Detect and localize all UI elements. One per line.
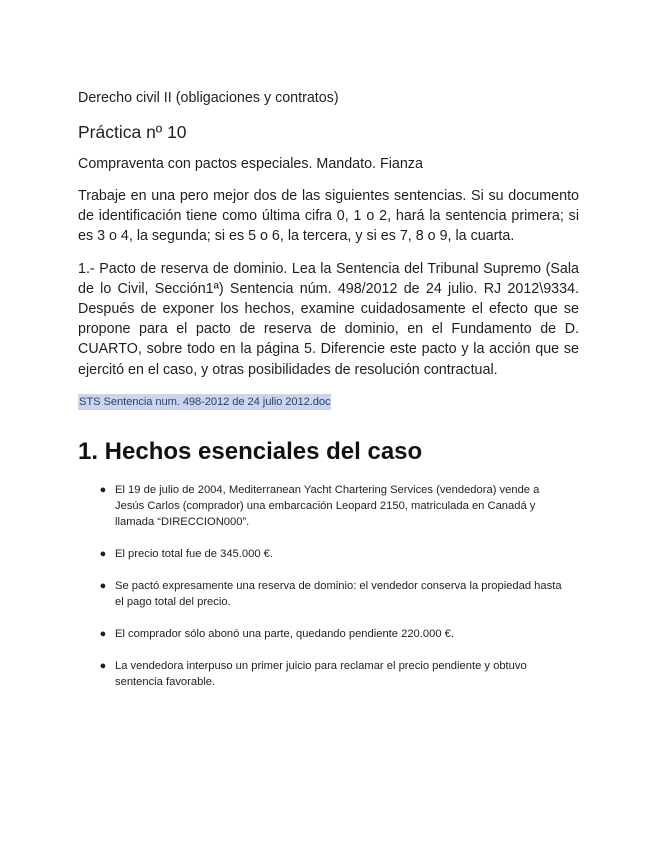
list-item	[99, 482, 562, 530]
bullet-icon: ●	[99, 483, 107, 496]
list-item	[99, 658, 562, 690]
fact-text: El precio total fue de 345.000 €.	[115, 547, 273, 560]
instructions-paragraph: Trabaje en una pero mejor dos de las siguientes sentencias. Si su documento de identificación tiene como última cifra 0, 1 o 2, hará la sentencia primera; si es 3 o 4, la segunda; si es 5 o 6, la tercera, y si es 7, 8 o 9, la cuarta.	[78, 188, 579, 245]
fact-text: La vendedora interpuso un primer juicio para reclamar el precio pendiente y obtuvo sentencia favorable.	[115, 659, 527, 688]
bullet-icon: ●	[99, 579, 107, 592]
section-heading: 1. Hechos esenciales del caso	[78, 437, 423, 465]
facts-list	[78, 482, 579, 690]
attachment-link-row	[78, 392, 579, 410]
exercise-paragraph: 1.- Pacto de reserva de dominio. Lea la Sentencia del Tribunal Supremo (Sala de lo Civil, Sección1ª) Sentencia núm. 498/2012 de 24 julio. RJ 2012\9334. Después de exponer los hechos, examine cuidadosamente el efecto que se propone para el pacto de reserva de dominio, en el Fundamento de D. CUARTO, sobre todo en la página 5. Diferencie este pacto y la acción que se ejercitó en el caso, y otras posibilidades de resolución contractual.	[78, 260, 579, 378]
fact-text: Se pactó expresamente una reserva de dominio: el vendedor conserva la propiedad hasta el pago total del precio.	[115, 579, 562, 608]
fact-text: El 19 de julio de 2004, Mediterranean Yacht Chartering Services (vendedora) vende a Jesús Carlos (comprador) una embarcación Leopard 2150, matriculada en Canadá y llamada “DIRECCION000”.	[115, 483, 540, 528]
bullet-icon: ●	[99, 659, 107, 672]
topic-line: Compraventa con pactos especiales. Mandato. Fianza	[78, 156, 423, 172]
fact-text: El comprador sólo abonó una parte, quedando pendiente 220.000 €.	[115, 627, 454, 640]
list-item	[99, 546, 562, 562]
course-title: Derecho civil II (obligaciones y contratos)	[78, 90, 339, 106]
practice-title: Práctica nº 10	[78, 122, 187, 142]
bullet-icon: ●	[99, 547, 107, 560]
list-item	[99, 626, 562, 642]
bullet-icon: ●	[99, 627, 107, 640]
list-item	[99, 578, 562, 610]
attachment-link[interactable]: STS Sentencia num. 498-2012 de 24 julio 2012.doc	[79, 395, 331, 408]
